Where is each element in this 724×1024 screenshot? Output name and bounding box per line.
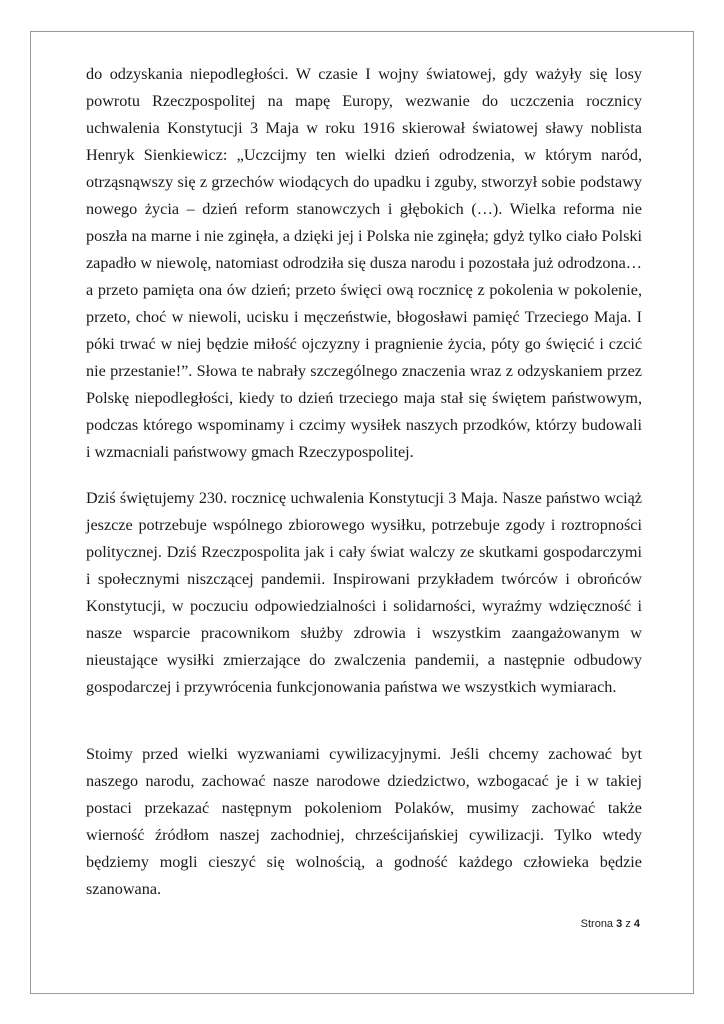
page-footer [581,918,640,930]
page-separator: z [625,918,631,930]
page-label: Strona [580,918,614,930]
paragraph: Dziś świętujemy 230. rocznicę uchwalenia Konstytucji 3 Maja. Nasze państwo wciąż jeszcze potrzebuje wspólnego zbiorowego wysiłku, potrzebuje zgody i roztropności politycznej. Dziś Rzeczpospolita jak i cały świat walczy ze skutkami gospodarczymi i społecznymi niszczącej pandemii. Inspirowani przykładem twórców i obrońców Konstytucji, w poczuciu odpowiedzialności i solidarności, wyraźmy wdzięczność i nasze wsparcie pracownikom służby zdrowia i wszystkim zaangażowanym w nieustające wysiłki zmierzające do zwalczenia pandemii, a następnie odbudowy gospodarczej i przywrócenia funkcjonowania państwa we wszystkich wymiarach. [86,489,642,696]
document-body [86,61,642,903]
paragraph: do odzyskania niepodległości. W czasie I wojny światowej, gdy ważyły się losy powrotu Rzeczpospolitej na mapę Europy, wezwanie do uczczenia rocznicy uchwalenia Konstytucji 3 Maja w roku 1916 skierował światowej sławy noblista Henryk Sienkiewicz: „Uczcijmy ten wielki dzień odrodzenia, w którym naród, otrząsnąwszy się z grzechów wiodących do upadku i zguby, stworzył sobie podstawy nowego życia – dzień reform stanowczych i głębokich (…). Wielka reforma nie poszła na marne i nie zginęła, a dzięki jej i Polska nie zginęła; gdyż tylko ciało Polski zapadło w niewolę, natomiast odrodziła się dusza narodu i pozostała już odrodzona… a przeto pamięta ona ów dzień; przeto święci ową rocznicę z pokolenia w pokolenie, przeto, choć w niewoli, ucisku i męczeństwie, błogosławi pamięć Trzeciego Maja. I póki trwać w niej będzie miłość ojczyzny i pragnienie życia, póty go święcić i czcić nie przestanie!”. Słowa te nabrały szczególnego znaczenia wraz z odzyskaniem przez Polskę niepodległości, kiedy to dzień trzeciego maja stał się świętem państwowym, podczas którego wspominamy i czcimy wysiłek naszych przodków, którzy budowali i wzmacniali państwowy gmach Rzeczypospolitej. [86,65,642,461]
paragraph: Stoimy przed wielki wyzwaniami cywilizacyjnymi. Jeśli chcemy zachować byt naszego narodu, zachować nasze narodowe dziedzictwo, wzbogacać je i w takiej postaci przekazać następnym pokoleniom Polaków, musimy zachować także wierność źródłom naszej zachodniej, chrześcijańskiej cywilizacji. Tylko wtedy będziemy mogli cieszyć się wolnością, a godność każdego człowieka będzie szanowana. [86,745,642,898]
current-page-number: 3 [616,918,623,930]
total-pages-number: 4 [633,918,640,930]
